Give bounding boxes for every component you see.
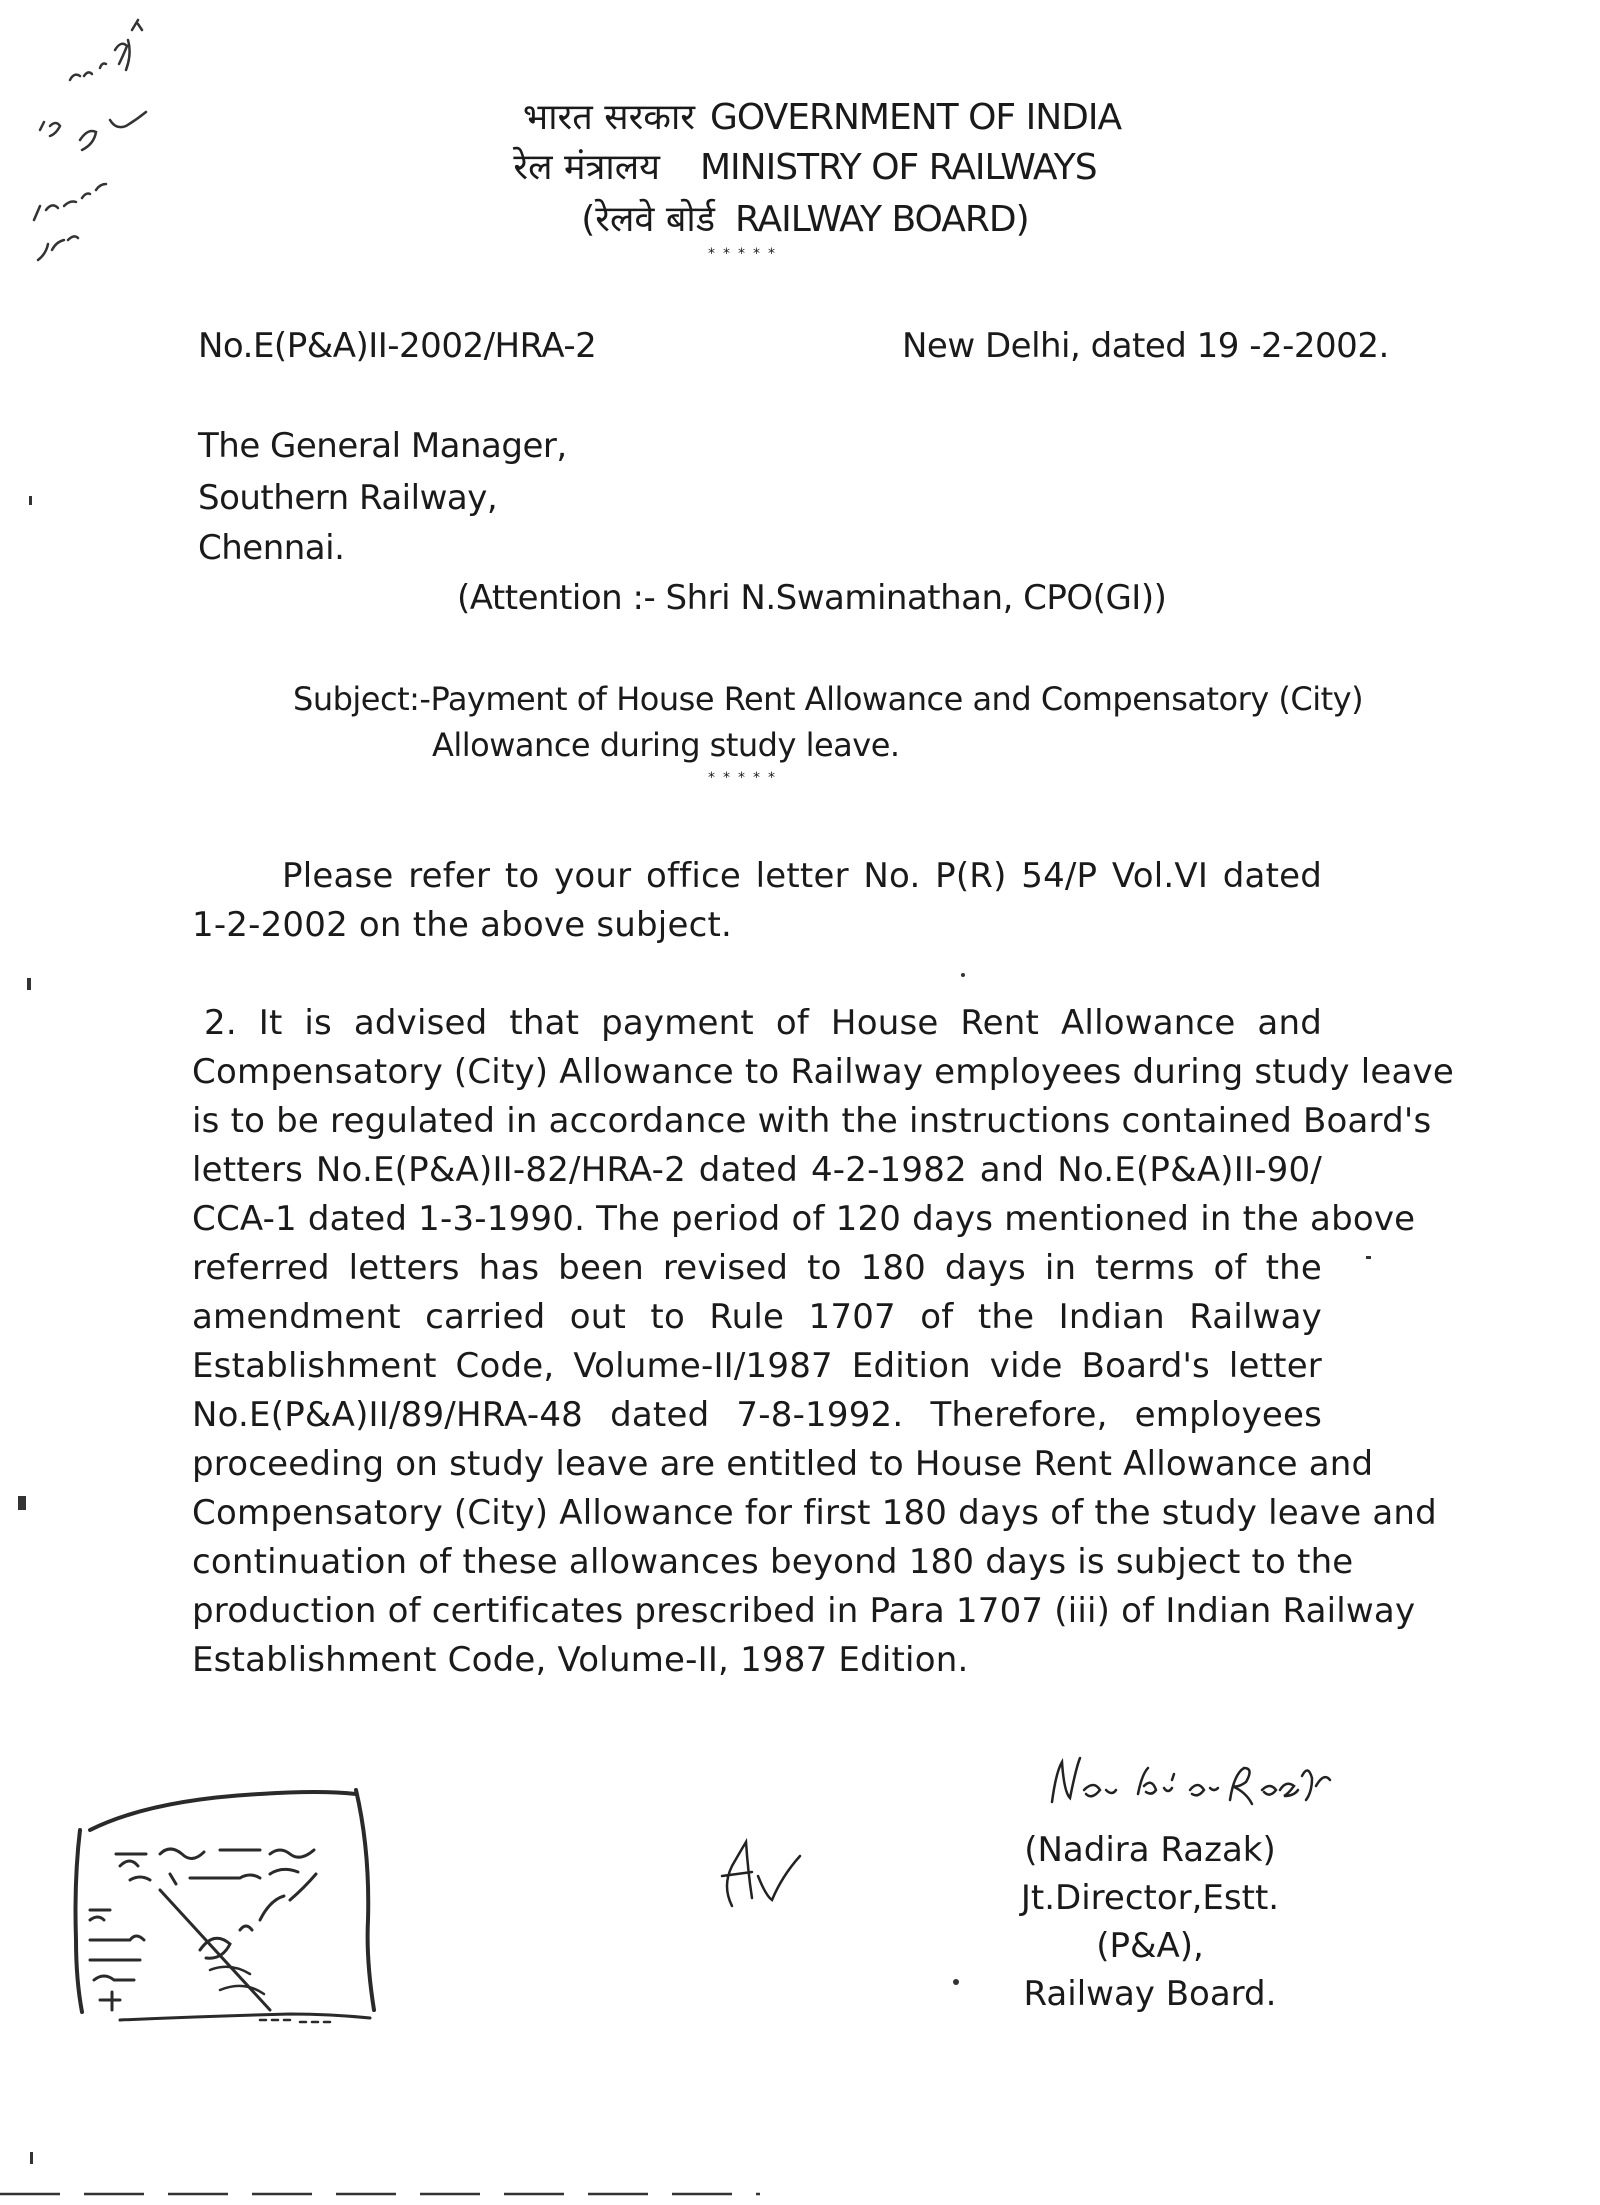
header-hindi-1: भारत सरकार [522,97,695,138]
header-ministry: MINISTRY OF RAILWAYS [700,147,1097,188]
paragraph-2-line: CCA-1 dated 1-3-1990. The period of 120 days mentioned in the above [192,1199,1416,1239]
paragraph-2-line: is to be regulated in accordance with the instructions contained Board's [192,1101,1432,1141]
paragraph-2-line: No.E(P&A)II/89/HRA-48 dated 7-8-1992. Therefore, employees [192,1395,1322,1435]
paragraph-2-line: Establishment Code, Volume-II, 1987 Edition. [192,1640,969,1680]
addressee-line-2: Southern Railway, [198,478,498,518]
header-railway-board: RAILWAY BOARD) [735,199,1029,240]
subject-line-1: Subject:-Payment of House Rent Allowance and Compensatory (City) [293,680,1364,718]
subject-line-2: Allowance during study leave. [432,726,900,764]
paragraph-2-line: Compensatory (City) Allowance for first 180 days of the study leave and [192,1493,1437,1533]
letter-date: New Delhi, dated 19 -2-2002. [902,326,1389,366]
paragraph-2-line: continuation of these allowances beyond 180 days is subject to the [192,1542,1354,1582]
paragraph-2-line: production of certificates prescribed in Para 1707 (iii) of Indian Railway [192,1591,1416,1631]
addressee-line-1: The General Manager, [198,426,567,466]
paragraph-1-line: 1-2-2002 on the above subject. [192,905,733,945]
signatory-office: Railway Board. [1023,1974,1277,2014]
subject-separator: ***** [708,770,783,786]
addressee-line-3: Chennai. [198,528,345,568]
header-hindi-3: (रेलवे बोर्ड [581,199,715,240]
paragraph-2-line: Establishment Code, Volume-II/1987 Edition vide Board's letter [192,1346,1322,1386]
paragraph-2-line: letters No.E(P&A)II-82/HRA-2 dated 4-2-1982 and No.E(P&A)II-90/ [192,1150,1322,1190]
header-separator: ***** [708,246,783,262]
header-government: GOVERNMENT OF INDIA [710,97,1122,138]
paragraph-2-line: proceeding on study leave are entitled to House Rent Allowance and [192,1444,1374,1484]
header-hindi-2: रेल मंत्रालय [513,147,660,188]
paragraph-2-line: Compensatory (City) Allowance to Railway employees during study leave [192,1052,1454,1092]
attention-line: (Attention :- Shri N.Swaminathan, CPO(GI)) [457,578,1167,618]
paragraph-2-line: 2. It is advised that payment of House Rent Allowance and [204,1003,1322,1043]
paragraph-1-line: Please refer to your office letter No. P(R) 54/P Vol.VI dated [282,856,1322,896]
paragraph-2-line: amendment carried out to Rule 1707 of the Indian Railway [192,1297,1322,1337]
paragraph-2-line: referred letters has been revised to 180 days in terms of the [192,1248,1322,1288]
signatory-designation: Jt.Director,Estt.(P&A), [1020,1878,1280,1966]
letter-number: No.E(P&A)II-2002/HRA-2 [198,326,597,366]
signatory-name: (Nadira Razak) [1024,1830,1276,1870]
